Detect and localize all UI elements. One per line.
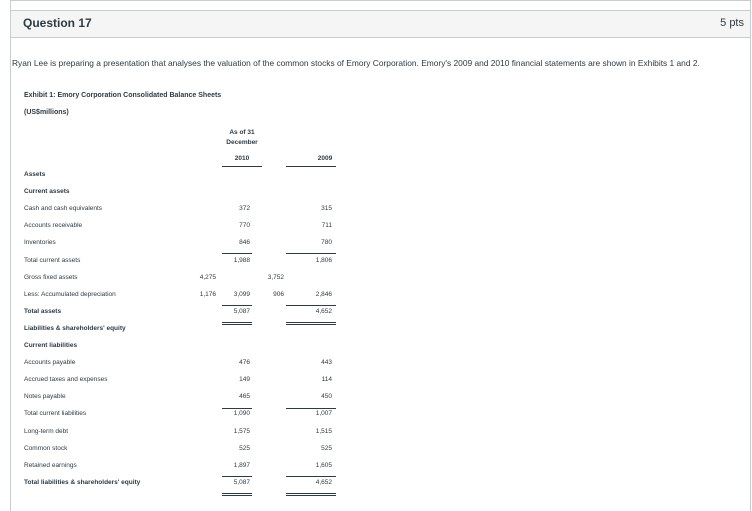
table-rule [286, 476, 336, 477]
cell-v2010: 5,087 [233, 308, 250, 315]
cell-v2010: 770 [239, 222, 250, 229]
row-label: Cash and cash equivalents [24, 205, 103, 212]
cell-v2009: 1,515 [315, 428, 332, 435]
table-rule [286, 324, 336, 325]
row-label: Gross fixed assets [24, 274, 78, 281]
row-label: Accrued taxes and expenses [24, 376, 108, 383]
cell-v2010: 1,897 [233, 462, 250, 469]
row-label: Common stock [24, 445, 68, 452]
question-card [10, 0, 751, 511]
row-label: Liabilities & shareholders' equity [24, 325, 126, 332]
row-label: Notes payable [24, 393, 66, 400]
cell-v2009: 443 [321, 359, 332, 366]
column-header-asof: As of 31 December [226, 129, 258, 146]
table-rule [222, 408, 252, 409]
table-rule [222, 166, 262, 167]
row-label: Current liabilities [24, 342, 78, 349]
table-rule [222, 495, 252, 496]
cell-v2009: 2,846 [315, 291, 332, 298]
row-label: Accounts payable [24, 359, 76, 366]
cell-v2009: 1,605 [315, 462, 332, 469]
table-rule [286, 166, 336, 167]
cell-v2010: 149 [239, 376, 250, 383]
table-rule [286, 322, 336, 323]
cell-a2009: 906 [273, 291, 284, 298]
question-header [11, 10, 750, 38]
row-label: Retained earnings [24, 462, 77, 469]
cell-v2009: 1,007 [315, 410, 332, 417]
cell-v2009: 4,652 [315, 479, 332, 486]
cell-a2010: 4,275 [199, 274, 216, 281]
table-rule [222, 493, 252, 494]
cell-v2009: 780 [321, 239, 332, 246]
cell-v2010: 1,575 [233, 428, 250, 435]
cell-v2009: 315 [321, 205, 332, 212]
cell-v2010: 846 [239, 239, 250, 246]
table-rule [222, 324, 252, 325]
row-label: Less: Accumulated depreciation [24, 291, 116, 298]
cell-v2010: 372 [239, 205, 250, 212]
cell-a2009: 3,752 [267, 274, 284, 281]
cell-v2010: 525 [239, 445, 250, 452]
cell-v2010: 476 [239, 359, 250, 366]
table-rule [222, 476, 252, 477]
cell-v2009: 450 [321, 393, 332, 400]
question-points: 5 pts [720, 17, 744, 29]
cell-v2010: 465 [239, 393, 250, 400]
row-label: Total liabilities & shareholders' equity [24, 479, 141, 486]
row-label: Long-term debt [24, 428, 69, 435]
row-label: Assets [24, 171, 46, 178]
row-label: Inventories [24, 239, 56, 246]
table-rule [286, 253, 336, 254]
exhibit-subtitle: (US$millions) [24, 109, 69, 116]
cell-v2009: 4,652 [315, 308, 332, 315]
cell-v2010: 5,087 [233, 479, 250, 486]
cell-v2009: 1,806 [315, 257, 332, 264]
table-rule [222, 305, 252, 306]
column-header-2010: 2010 [234, 155, 250, 162]
table-rule [222, 322, 252, 323]
row-label: Total current assets [24, 257, 81, 264]
table-rule [286, 408, 336, 409]
column-header-2009: 2009 [317, 155, 333, 162]
table-rule [286, 493, 336, 494]
table-rule [286, 495, 336, 496]
cell-v2010: 1,988 [233, 257, 250, 264]
cell-a2010: 1,176 [199, 291, 216, 298]
row-label: Accounts receivable [24, 222, 83, 229]
cell-v2009: 114 [321, 376, 332, 383]
row-label: Total assets [24, 308, 62, 315]
row-label: Total current liabilities [24, 410, 87, 417]
question-text: Ryan Lee is preparing a presentation that analyses the valuation of the common stocks of Emory Corporation. Emory's 2009 and 2010 financial statements are shown in Exhibits 1 and 2. [12, 58, 700, 68]
question-title: Question 17 [23, 16, 92, 30]
cell-v2010: 3,099 [233, 291, 250, 298]
cell-v2009: 711 [321, 222, 332, 229]
cell-v2010: 1,090 [233, 410, 250, 417]
table-rule [286, 305, 336, 306]
exhibit-title: Exhibit 1: Emory Corporation Consolidated Balance Sheets [24, 92, 222, 99]
table-rule [222, 253, 252, 254]
row-label: Current assets [24, 188, 70, 195]
cell-v2009: 525 [321, 445, 332, 452]
